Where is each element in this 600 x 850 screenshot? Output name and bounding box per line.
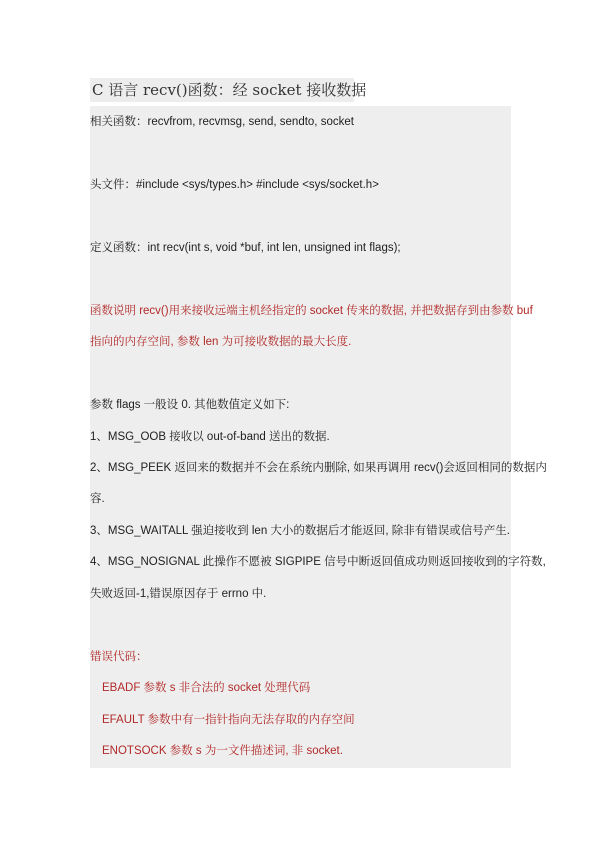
document-title: C 语言 recv()函数：经 socket 接收数据 [90,78,354,102]
description-line-2: 指向的内存空间, 参数 len 为可接收数据的最大长度. [90,336,352,348]
flag-msg-peek-line-1: 2、MSG_PEEK 返回来的数据并不会在系统内删除, 如果再调用 recv()会返回相同的数据内 [90,462,547,474]
error-ebadf: EBADF 参数 s 非合法的 socket 处理代码 [102,682,311,694]
related-functions: 相关函数：recvfrom, recvmsg, send, sendto, socket [90,116,354,128]
description-line-1: 函数说明 recv()用来接收远端主机经指定的 socket 传来的数据, 并把数据存到由参数 buf [90,305,533,317]
errors-heading: 错误代码： [90,651,148,663]
function-definition: 定义函数：int recv(int s, void *buf, int len, unsigned int flags); [90,242,401,254]
flag-msg-nosignal-line-1: 4、MSG_NOSIGNAL 此操作不愿被 SIGPIPE 信号中断返回值成功则返回接收到的字符数, [90,556,546,568]
flag-msg-peek-line-2: 容. [90,493,105,505]
header-files: 头文件：#include <sys/types.h> #include <sys/socket.h> [90,179,379,191]
error-enotsock: ENOTSOCK 参数 s 为一文件描述词, 非 socket. [102,745,343,757]
flags-intro: 参数 flags 一般设 0. 其他数值定义如下: [90,399,290,411]
flag-msg-waitall: 3、MSG_WAITALL 强迫接收到 len 大小的数据后才能返回, 除非有错误或信号产生. [90,525,510,537]
error-efault: EFAULT 参数中有一指针指向无法存取的内存空间 [102,714,355,726]
flag-msg-oob: 1、MSG_OOB 接收以 out-of-band 送出的数据. [90,431,330,443]
flag-msg-nosignal-line-2: 失败返回-1,错误原因存于 errno 中. [90,588,267,600]
document-body [90,106,547,768]
